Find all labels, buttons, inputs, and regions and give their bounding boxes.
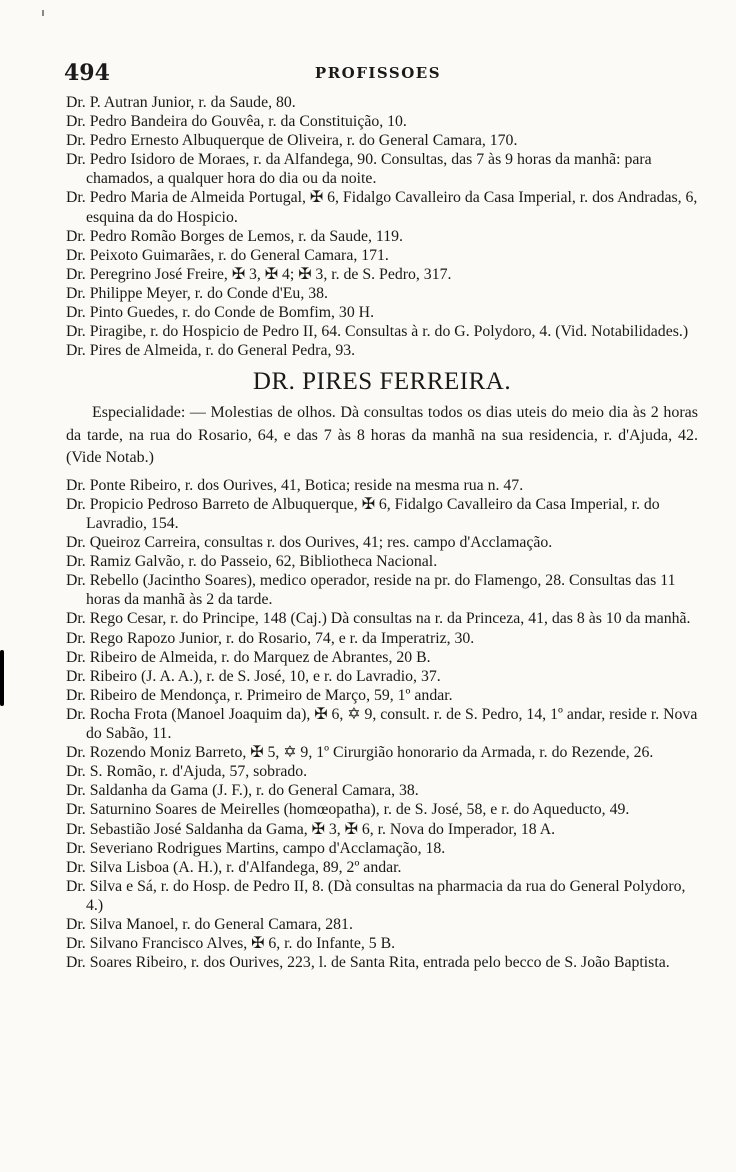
page-header <box>64 60 692 90</box>
list-item: Dr. Ponte Ribeiro, r. dos Ourives, 41, Botica; reside na mesma rua n. 47. <box>66 476 524 494</box>
list-item: Dr. Pedro Bandeira do Gouvêa, r. da Constituição, 10. <box>66 113 407 131</box>
list-item: Dr. Saldanha da Gama (J. F.), r. do General Camara, 38. <box>66 782 419 800</box>
entry-list-bottom <box>66 476 698 972</box>
list-item: Dr. Pedro Maria de Almeida Portugal, ✠ 6, Fidalgo Cavalleiro da Casa Imperial, r. dos Andradas, 6, esquina da do Hospicio. <box>66 189 698 226</box>
list-item: Dr. Silva e Sá, r. do Hosp. de Pedro II, 8. (Dà consultas na pharmacia da rua do General Polydoro, 4.) <box>66 877 686 914</box>
list-item: Dr. Queiroz Carreira, consultas r. dos Ourives, 41; res. campo d'Acclamação. <box>66 534 553 552</box>
section-title: PROFISSOES <box>314 64 442 82</box>
list-item: Dr. Soares Ribeiro, r. dos Ourives, 223, l. de Santa Rita, entrada pelo becco de S. João Baptista. <box>66 954 670 972</box>
list-item: Dr. Pedro Isidoro de Moraes, r. da Alfandega, 90. Consultas, das 7 às 9 horas da manhã: para chamados, a qualquer hora do dia ou da noite. <box>66 151 652 188</box>
list-item: Dr. Pedro Ernesto Albuquerque de Oliveira, r. do General Camara, 170. <box>66 132 518 150</box>
entries-column <box>66 93 698 972</box>
list-item: Dr. Pedro Romão Borges de Lemos, r. da Saude, 119. <box>66 227 403 245</box>
list-item: Dr. Peixoto Guimarães, r. do General Camara, 171. <box>66 246 389 264</box>
list-item: Dr. P. Autran Junior, r. da Saude, 80. <box>66 94 296 111</box>
entry-list-top <box>66 93 698 360</box>
page-number: 494 <box>64 60 110 86</box>
list-item: Dr. S. Romão, r. d'Ajuda, 57, sobrado. <box>66 763 308 781</box>
list-item: Dr. Saturnino Soares de Meirelles (homœopatha), r. de S. José, 58, e r. do Aqueducto, 49. <box>66 801 630 819</box>
advertisement-body: Especialidade: — Molestias de olhos. Dà consultas todos os dias uteis do meio dia às 2 horas da tarde, na rua do Rosario, 64, e das 7 às 8 horas da manhã na sua residencia, r. d'Ajuda, 42. (Vide Notab.) <box>66 404 698 467</box>
list-item: Dr. Sebastião José Saldanha da Gama, ✠ 3, ✠ 6, r. Nova do Imperador, 18 A. <box>66 820 556 838</box>
list-item: Dr. Peregrino José Freire, ✠ 3, ✠ 4; ✠ 3, r. de S. Pedro, 317. <box>66 265 452 283</box>
list-item: Dr. Propicio Pedroso Barreto de Albuquerque, ✠ 6, Fidalgo Cavalleiro da Casa Imperial, r. do Lavradio, 154. <box>66 495 660 532</box>
list-item: Dr. Philippe Meyer, r. do Conde d'Eu, 38. <box>66 284 328 302</box>
list-item: Dr. Rozendo Moniz Barreto, ✠ 5, ✡ 9, 1º Cirurgião honorario da Armada, r. do Rezende, 26. <box>66 744 654 762</box>
margin-ornament <box>0 650 4 706</box>
list-item: Dr. Ramiz Galvão, r. do Passeio, 62, Bibliotheca Nacional. <box>66 553 438 571</box>
list-item: Dr. Severiano Rodrigues Martins, campo d'Acclamação, 18. <box>66 839 446 857</box>
list-item: Dr. Ribeiro de Mendonça, r. Primeiro de Março, 59, 1º andar. <box>66 686 453 704</box>
list-item: Dr. Silva Manoel, r. do General Camara, 281. <box>66 915 353 933</box>
list-item: Dr. Pires de Almeida, r. do General Pedra, 93. <box>66 342 356 360</box>
print-mark <box>42 10 44 16</box>
list-item: Dr. Rebello (Jacintho Soares), medico operador, reside na pr. do Flamengo, 28. Consultas das 11 horas da manhã às 2 da tarde. <box>66 572 676 609</box>
list-item: Dr. Rego Rapozo Junior, r. do Rosario, 74, e r. da Imperatriz, 30. <box>66 629 475 647</box>
list-item: Dr. Silvano Francisco Alves, ✠ 6, r. do Infante, 5 B. <box>66 935 396 953</box>
list-item: Dr. Piragibe, r. do Hospicio de Pedro II, 64. Consultas à r. do G. Polydoro, 4. (Vid. Notabilidades.) <box>66 323 689 341</box>
list-item: Dr. Silva Lisboa (A. H.), r. d'Alfandega, 89, 2º andar. <box>66 858 402 876</box>
list-item: Dr. Rocha Frota (Manoel Joaquim da), ✠ 6, ✡ 9, consult. r. de S. Pedro, 14, 1º andar, reside r. Nova do Sabão, 11. <box>66 705 698 743</box>
list-item: Dr. Ribeiro de Almeida, r. do Marquez de Abrantes, 20 B. <box>66 648 431 666</box>
advertisement-title: DR. PIRES FERREIRA. <box>252 368 512 396</box>
list-item: Dr. Rego Cesar, r. do Principe, 148 (Caj.) Dà consultas na r. da Princeza, 41, das 8 às 10 da manhã. <box>66 610 691 628</box>
list-item: Dr. Ribeiro (J. A. A.), r. de S. José, 10, e r. do Lavradio, 37. <box>66 667 441 685</box>
list-item: Dr. Pinto Guedes, r. do Conde de Bomfim, 30 H. <box>66 304 375 322</box>
